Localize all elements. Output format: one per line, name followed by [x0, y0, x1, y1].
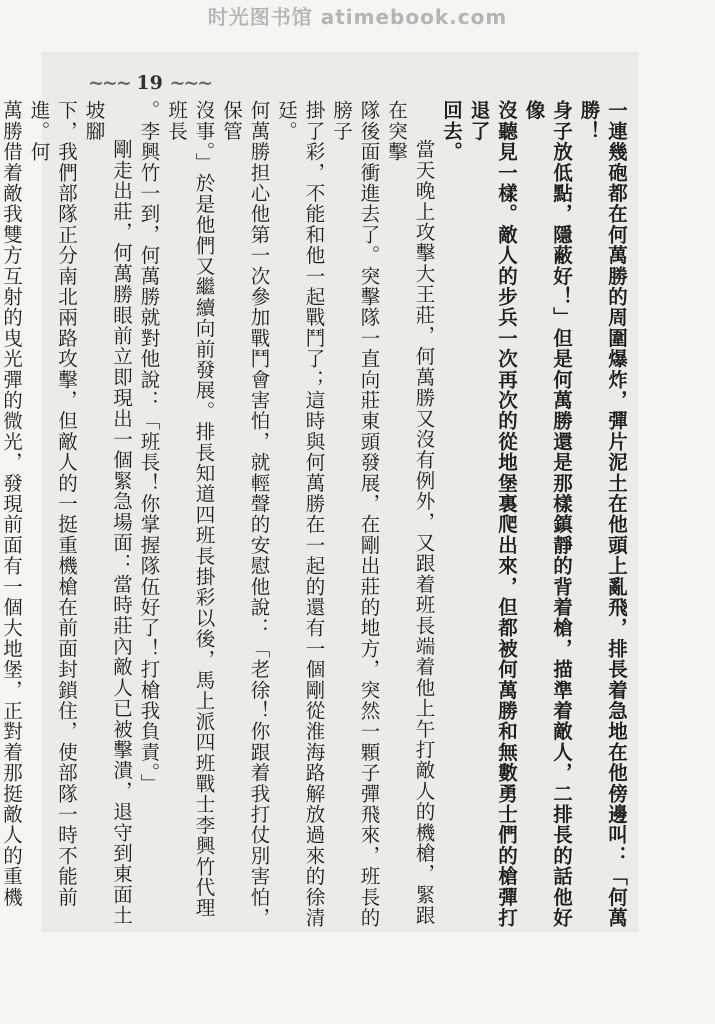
text-column: 身子放低點，隱蔽好！」但是何萬勝還是那樣鎮靜的背着槍，描準着敵人，二排長的話他好像 [522, 100, 573, 928]
folio-ornament-right: ~~~ [169, 72, 212, 94]
folio-number: 19 [136, 72, 163, 94]
site-watermark: 时光图书馆 atimebook.com [207, 5, 508, 29]
text-column: 掛了彩，不能和他一起戰鬥了；這時與何萬勝在一起的還有一個剛從淮海路解放過來的徐清廷。 [275, 100, 326, 928]
text-column: 一連幾砲都在何萬勝的周圍爆炸，彈片泥土在他頭上亂飛，排長着急地在他傍邊叫：「何萬勝！ [577, 100, 628, 928]
folio-ornament-left: ~~~ [88, 72, 130, 94]
text-column: 何萬勝担心他第一次參加戰鬥會害怕，就輕聲的安慰他說：「老徐！你跟着我打仗別害怕，保管 [220, 100, 271, 928]
text-column: 下，我們部隊正分南北兩路攻擊，但敵人的一挺重機槍在前面封鎖住，使部隊一時不能前進。何 [27, 100, 78, 908]
page-number [88, 70, 211, 96]
text-column: 剛走出莊，何萬勝眼前立即現出一個緊急場面：當時莊內敵人已被擊潰，退守到東面土坡腳 [82, 100, 133, 926]
text-column: 當天晚上攻擊大王莊，何萬勝又沒有例外，又跟着班長端着他上午打敵人的機槍，緊跟在突擊 [385, 100, 436, 926]
text-column: 隊後面衝進去了。突擊隊一直向莊東頭發展，在剛出莊的地方，突然一顆子彈飛來，班長的膀子 [330, 100, 381, 928]
text-column: 萬勝借着敵我雙方互射的曳光彈的微光，發現前面有一個大地堡，正對着那挺敵人的重機 [0, 100, 23, 908]
vertical-text-body [0, 100, 630, 930]
text-column: 沒聽見一樣。敵人的步兵一次再次的從地堡裏爬出來，但都被何萬勝和無數勇士們的槍彈打退了 [467, 100, 518, 928]
text-column: 回去。 [440, 100, 463, 163]
text-column: 。李興竹一到，何萬勝就對他說：「班長！你掌握隊伍好了！打槍我負責。」 [137, 100, 161, 795]
text-column: 沒事。」於是他們又繼續向前發展。排長知道四班長掛彩以後，馬上派四班戰士李興竹代理班長 [165, 100, 216, 919]
